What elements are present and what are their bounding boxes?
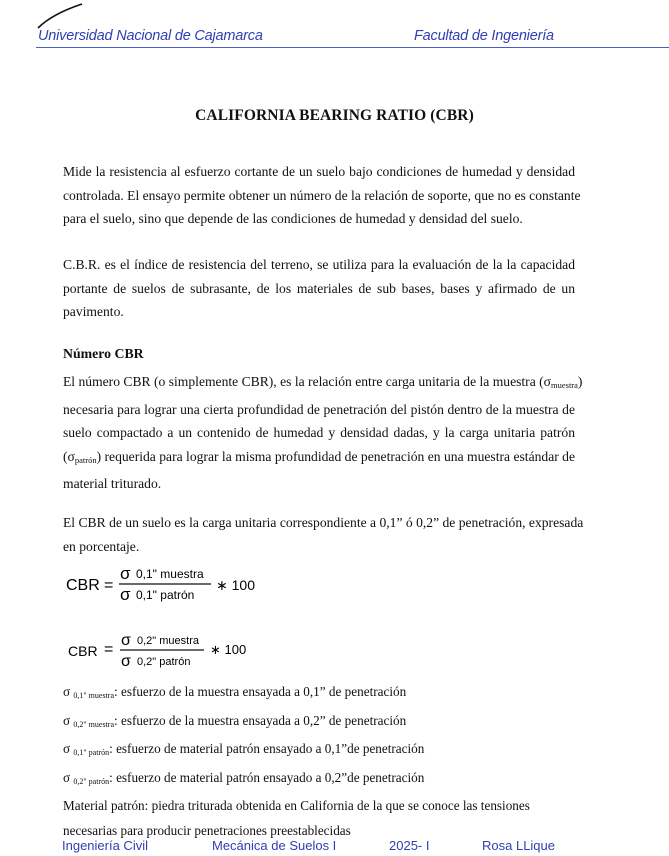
definition-item: σ $_{0,2" muestra}$: esfuerzo de la muestra ensayada a 0,2” de penetración <box>63 712 407 729</box>
section-heading-numero-cbr: Número CBR <box>63 346 144 361</box>
formula-multiplier: ∗ 100 <box>210 642 247 657</box>
formula-cbr-01-svg <box>64 564 264 606</box>
page-title: CALIFORNIA BEARING RATIO (CBR) <box>195 107 474 124</box>
header-faculty: Facultad de Ingeniería <box>414 28 554 44</box>
footer-subject: Mecánica de Suelos I <box>212 838 337 853</box>
formula-cbr-01 <box>64 564 264 611</box>
formula-lhs: CBR <box>66 577 100 594</box>
material-patron-line: Material patrón: piedra triturada obtenida en California de la que se conoce las tensiones <box>63 798 530 813</box>
paragraph-line: material triturado. <box>63 476 162 491</box>
footer-course: Ingeniería Civil <box>62 838 148 853</box>
formula-numerator: 0,1" muestra <box>136 567 204 581</box>
paragraph-line: El CBR de un suelo es la carga unitaria correspondiente a 0,1” ó 0,2” de penetración, expresada <box>63 515 584 530</box>
formula-equals: = <box>104 641 114 658</box>
header-rule <box>36 47 669 48</box>
paragraph-numero-cbr <box>63 370 583 496</box>
paragraph-line: El número CBR (o simplemente CBR), es la relación entre carga unitaria de la muestra $(\sigma_{muestra})$ <box>63 374 583 390</box>
formula-denominator: 0,1" patrón <box>136 588 195 602</box>
paragraph-cbr-index <box>63 253 575 324</box>
paragraph-line: necesaria para lograr una cierta profundidad de penetración del pistón dentro de la muestra de <box>63 401 575 417</box>
formula-equals: = <box>104 577 114 594</box>
footer-author: Rosa LLique <box>482 838 555 853</box>
paragraph-line: en porcentaje. <box>63 538 140 554</box>
sigma-symbol: σ <box>121 653 131 670</box>
paragraph-line: pavimento. <box>63 304 124 319</box>
material-patron-line: necesarias para producir penetraciones preestablecidas <box>63 822 351 838</box>
definitions-list <box>63 680 530 843</box>
paragraph-line: controlada. El ensayo permite obtener un número de la relación de soporte, que no es constante <box>63 187 581 203</box>
formula-cbr-02 <box>64 630 264 677</box>
paragraph-line: portante de suelos de subrasante, de los materiales de sub bases, bases y afirmado de un <box>63 280 575 296</box>
sigma-symbol: σ <box>121 632 131 649</box>
sigma-symbol: σ <box>120 564 131 583</box>
header-university: Universidad Nacional de Cajamarca <box>38 28 263 44</box>
paragraph-cbr-definition <box>63 511 584 558</box>
paragraph-intro <box>63 160 581 231</box>
paragraph-line: Mide la resistencia al esfuerzo cortante de un suelo bajo condiciones de humedad y densidad <box>63 164 575 179</box>
paragraph-line: suelo compactado a un contenido de humedad y densidad dadas, y la carga unitaria patrón <box>63 425 575 440</box>
formula-numerator: 0,2" muestra <box>137 635 199 647</box>
sigma-symbol: σ <box>120 585 131 604</box>
formula-denominator: 0,2" patrón <box>137 656 191 668</box>
formula-cbr-02-svg <box>64 630 264 672</box>
paragraph-line: $(\sigma_{patrón})$ requerida para lograr la misma profundidad de penetración en una muestra estándar de <box>63 448 575 465</box>
formula-lhs: CBR <box>68 643 98 659</box>
definition-item: σ $_{0,2" patrón}$: esfuerzo de material patrón ensayado a 0,2”de penetración <box>63 769 425 786</box>
formula-multiplier: ∗ 100 <box>216 577 255 593</box>
footer-term: 2025- I <box>389 838 430 853</box>
paragraph-line: para el suelo, sino que depende de las condiciones de humedad y densidad del suelo. <box>63 211 523 226</box>
definition-item: σ $_{0,1" patrón}$: esfuerzo de material patrón ensayado a 0,1”de penetración <box>63 741 425 757</box>
definition-item: σ $_{0,1" muestra}$: esfuerzo de la muestra ensayada a 0,1” de penetración <box>63 684 407 700</box>
paragraph-line: C.B.R. es el índice de resistencia del terreno, se utiliza para la evaluación de la la capacidad <box>63 257 575 272</box>
page-header <box>0 0 669 52</box>
